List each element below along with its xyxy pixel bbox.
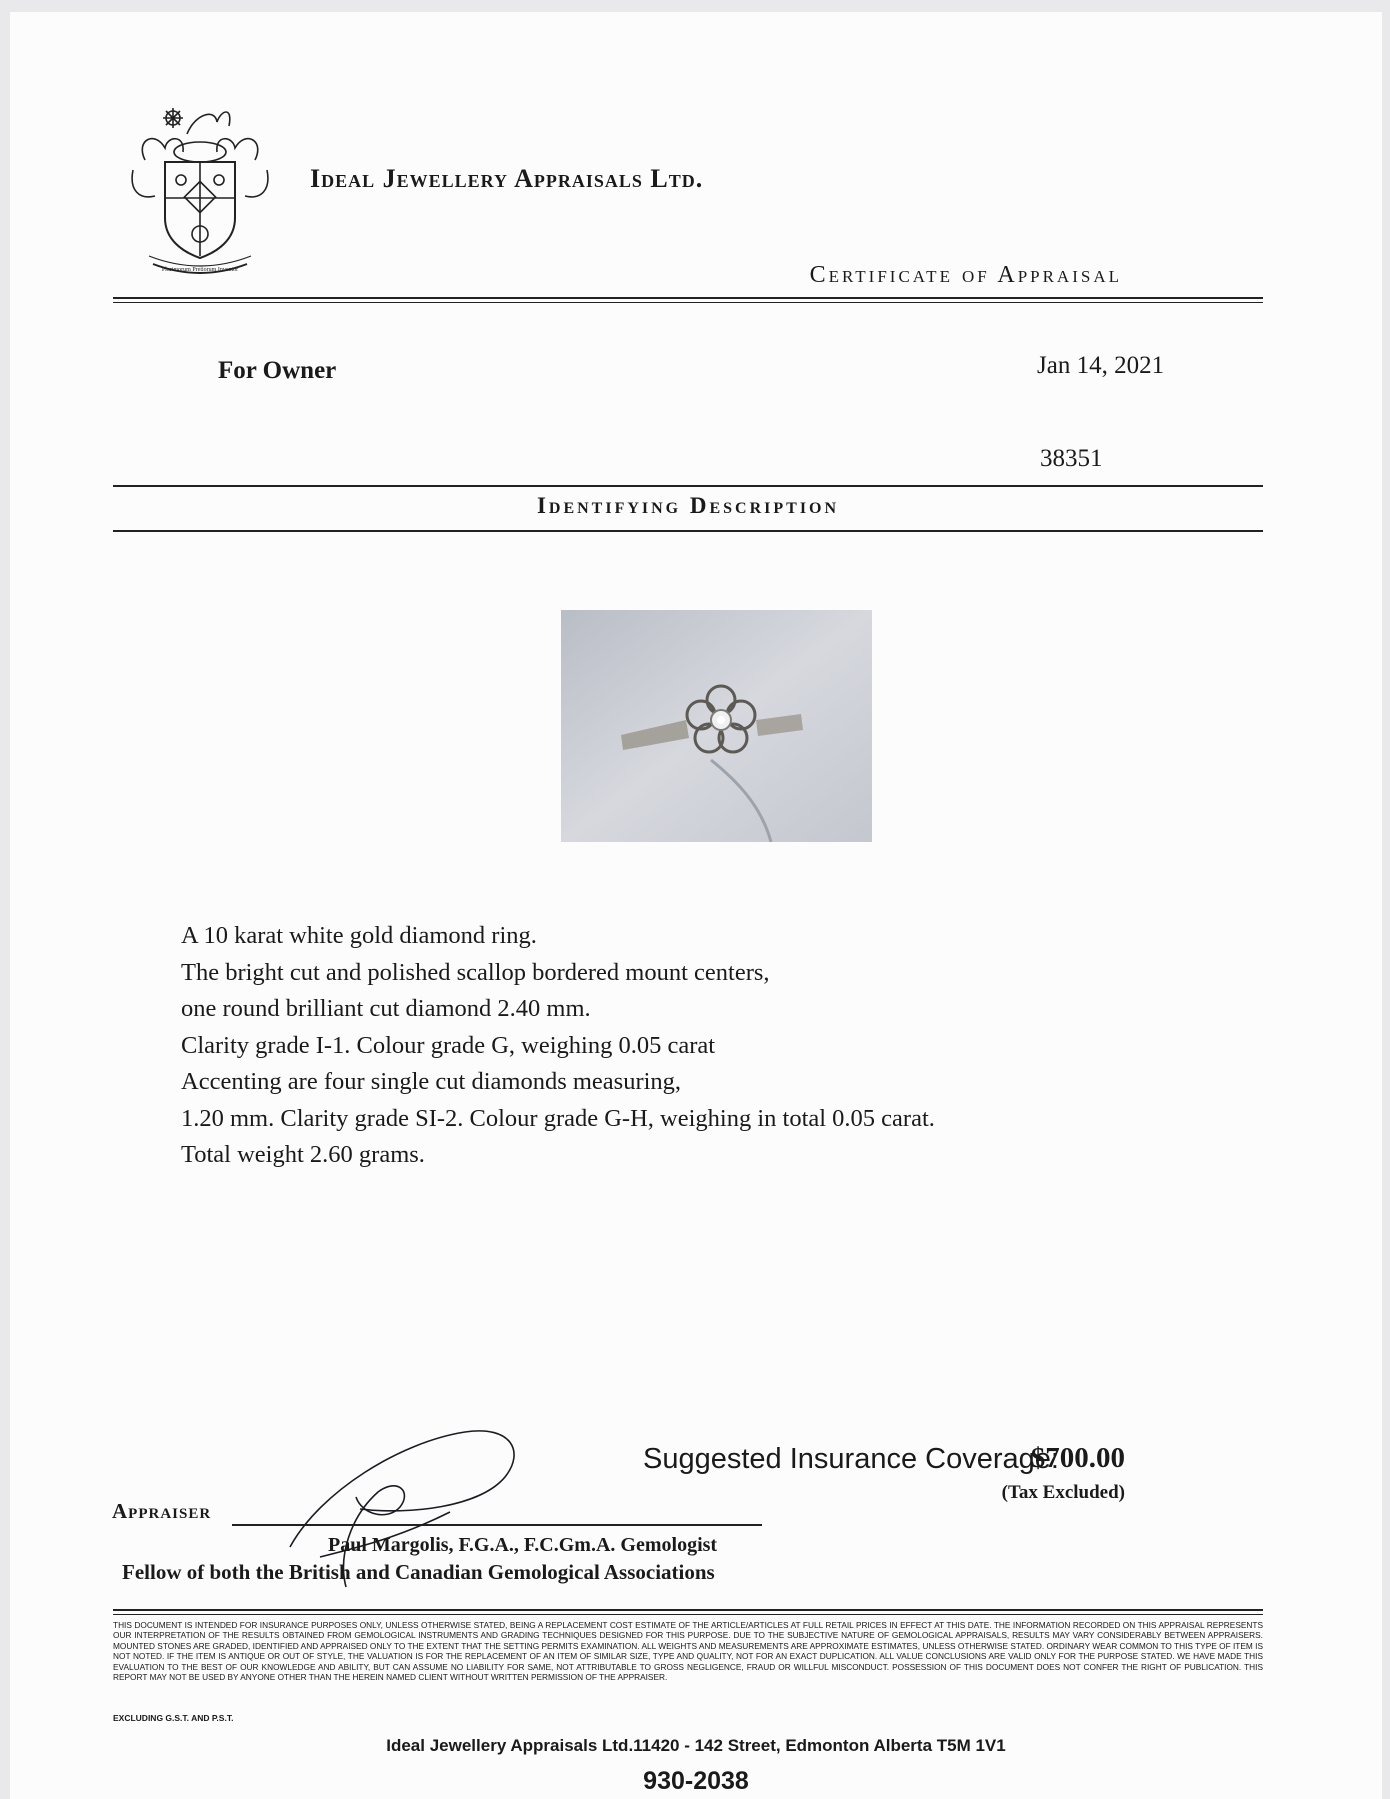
- ring-photo: [561, 610, 872, 842]
- section-divider-top: [113, 485, 1263, 487]
- item-description: [181, 918, 935, 1174]
- description-line: Total weight 2.60 grams.: [181, 1141, 425, 1168]
- reference-number: 38351: [1040, 445, 1103, 472]
- legal-disclaimer: THIS DOCUMENT IS INTENDED FOR INSURANCE PURPOSES ONLY, UNLESS OTHERWISE STATED, BEING A REPLACEMENT COST ESTIMATE OF THE ARTICLE/ARTICLES AT FULL RETAIL PRICES IN EFFECT AT THIS DATE. THE INFORMATION RECORDED ON THIS APPRAISAL REPRESENTS OUR INTERPRETATION OF THE RESULTS OBTAINED FROM GEMOLOGICAL INSTRUMENTS AND GRADING TECHNIQUES DESIGNED FOR THIS PURPOSE. DUE TO THE SUBJECTIVE NATURE OF GEMOLOGICAL APPRAISALS, RESULTS MAY VARY CONSIDERABLY BETWEEN APPRAISERS. MOUNTED STONES ARE GRADED, IDENTIFIED AND APPRAISED ONLY TO THE EXTENT THAT THE SETTING PERMITS EXAMINATION. ALL WEIGHTS AND MEASUREMENTS ARE APPROXIMATE ESTIMATES, UNLESS OTHERWISE STATED. ORDINARY WEAR COMMON TO THIS TYPE OF ITEM IS NOT NOTED. IF THE ITEM IS ANTIQUE OR OUT OF STYLE, THE VALUATION IS FOR THE REPLACEMENT OF AN ITEM OF SIMILAR SIZE, TYPE AND QUALITY, NOT FOR AN EXACT DUPLICATION. ALL VALUE CONCLUSIONS ARE VALID ONLY FOR THE PURPOSE STATED. WE HAVE MADE THIS EVALUATION TO THE BEST OF OUR KNOWLEDGE AND ABILITY, BUT CAN ASSUME NO LIABILITY FOR SAME, NOT ATTRIBUTABLE TO GROSS NEGLIGENCE, FRAUD OR WILLFUL MISCONDUCT. POSSESSION OF THIS DOCUMENT DOES NOT CONFER THE RIGHT OF PUBLICATION. THIS REPORT MAY NOT BE USED BY ANYONE OTHER THAN THE HEREIN NAMED CLIENT WITHOUT WRITTEN PERMISSION OF THE APPRAISER.: [113, 1620, 1263, 1683]
- appraisal-certificate-page: [10, 12, 1382, 1799]
- appraiser-name: Paul Margolis, F.G.A., F.C.Gm.A. Gemologist: [328, 1534, 718, 1556]
- footer-divider: [113, 1609, 1263, 1615]
- description-line: one round brilliant cut diamond 2.40 mm.: [181, 995, 591, 1022]
- description-line: The bright cut and polished scallop bordered mount centers,: [181, 958, 770, 986]
- appraisal-date: Jan 14, 2021: [1037, 352, 1165, 379]
- description-line: Accenting are four single cut diamonds measuring,: [181, 1068, 682, 1095]
- description-line: Clarity grade I-1. Colour grade G, weighing 0.05 carat: [181, 1031, 716, 1059]
- appraiser-fellowship: Fellow of both the British and Canadian Gemological Associations: [122, 1560, 715, 1584]
- recipient-label: For Owner: [218, 357, 337, 384]
- header-divider: [113, 297, 1263, 303]
- tax-note: (Tax Excluded): [1001, 1482, 1125, 1503]
- crest-motto-text: Plurimorum Pretiorum Inventor: [161, 267, 239, 273]
- description-line: 1.20 mm. Clarity grade SI-2. Colour grade G-H, weighing in total 0.05 carat.: [181, 1104, 935, 1132]
- coat-of-arms-logo: [125, 100, 275, 280]
- description-line: A 10 karat white gold diamond ring.: [181, 922, 537, 949]
- company-address: Ideal Jewellery Appraisals Ltd.11420 - 142 Street, Edmonton Alberta T5M 1V1: [386, 1736, 1006, 1755]
- section-title: Identifying Description: [536, 493, 840, 518]
- tax-exclusion-note: EXCLUDING G.S.T. AND P.S.T.: [113, 1713, 234, 1723]
- appraiser-label: Appraiser: [112, 1499, 212, 1523]
- insurance-coverage-label: Suggested Insurance Coverage:: [643, 1443, 1059, 1475]
- insurance-coverage-amount: $700.00: [1030, 1442, 1125, 1474]
- document-title: Certificate of Appraisal: [809, 262, 1122, 288]
- company-phone: 930-2038: [643, 1767, 749, 1795]
- company-name: Ideal Jewellery Appraisals Ltd.: [310, 164, 704, 193]
- section-divider-bottom: [113, 530, 1263, 532]
